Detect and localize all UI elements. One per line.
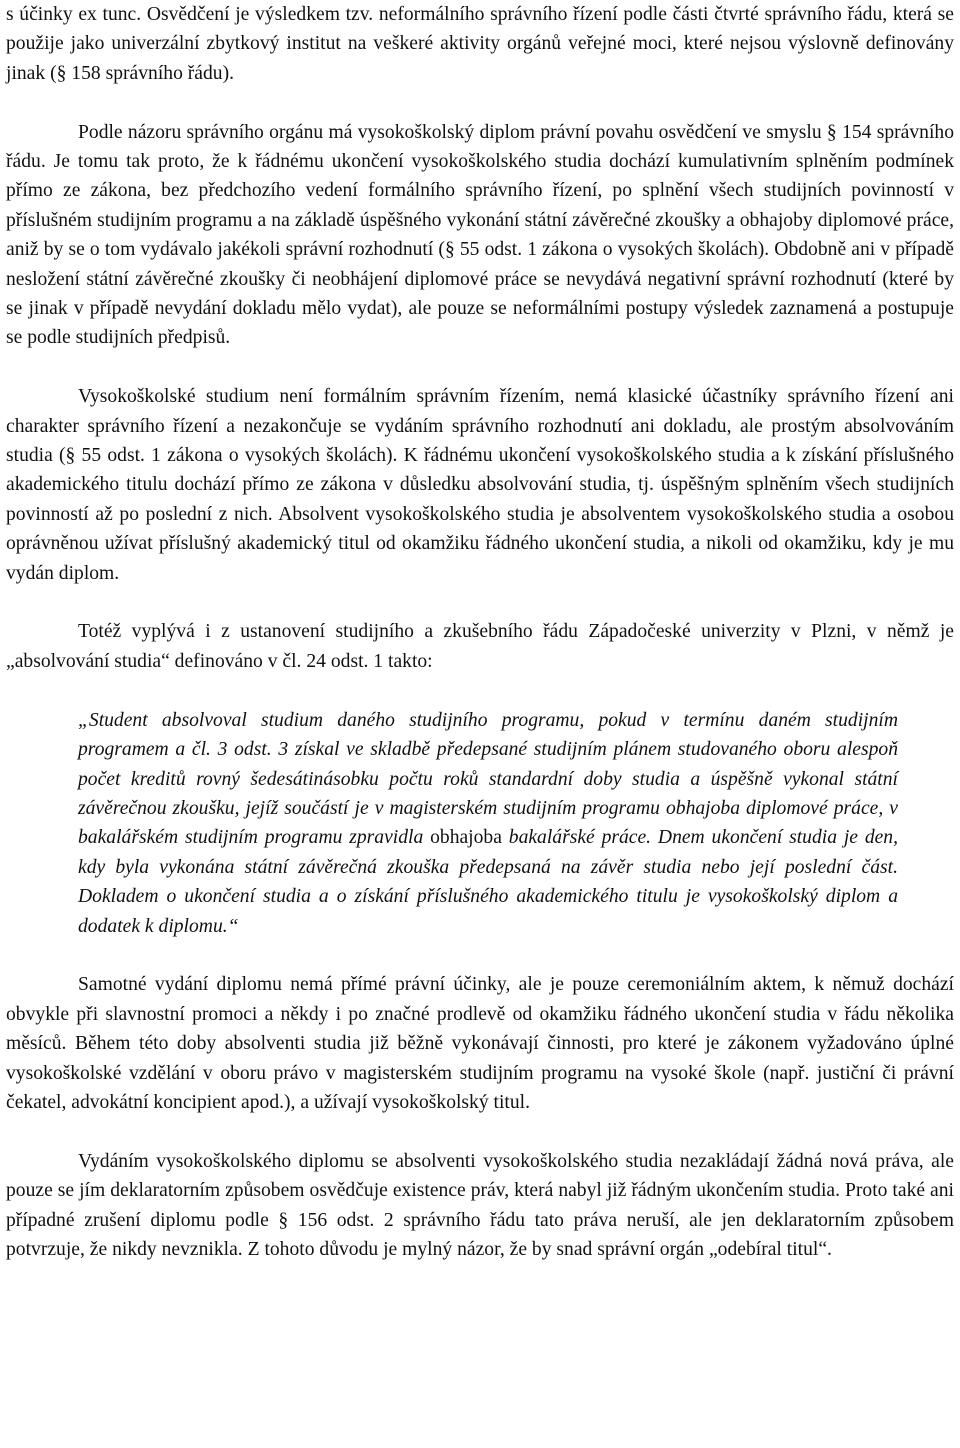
quote-text-part-1: „Student absolvoval studium daného studijního programu, pokud v termínu daném studijním programem a čl. 3 odst. 3 získal ve skladbě předepsané studijním plánem studovaného oboru alespoň počet kreditů rovný šedesátinásobku počtu roků standardní doby studia a úspěšně vykonal státní závěrečnou zkoušku, jejíž součástí je v magisterském studijním programu obhajoba diplomové práce, v bakalářském studijním programu zpravidla — [78, 709, 898, 849]
paragraph-4: Totéž vyplývá i z ustanovení studijního a zkušebního řádu Západočeské univerzity v Plzni, v němž je „absolvování studia“ definováno v čl. 24 odst. 1 takto: — [6, 621, 954, 672]
paragraph-1: s účinky ex tunc. Osvědčení je výsledkem tzv. neformálního správního řízení podle části čtvrté správního řádu, která se použije jako univerzální zbytkový institut na veškeré aktivity orgánů veřejné moci, které nejsou výslovně definovány jinak (§ 158 správního řádu). — [6, 4, 954, 84]
paragraph-5: Samotné vydání diplomu nemá přímé právní účinky, ale je pouze ceremoniálním aktem, k němuž dochází obvykle při slavnostní promoci a někdy i po značné prodlevě od okamžiku řádného ukončení studia v řádu několika měsíců. Během této doby absolventi studia již běžně vykonávají činnosti, pro které je zákonem vyžadováno úplné vysokoškolské vzdělání v oboru právo v magisterském studijním programu na vysoké škole (např. justiční či právní čekatel, advokátní koncipient apod.), a užívají vysokoškolský titul. — [6, 974, 954, 1113]
quote-text-upright: obhajoba — [430, 827, 502, 849]
block-quote — [78, 706, 898, 941]
quote-text-part-2: bakalářské práce. Dnem ukončení studia je den, kdy byla vykonána státní závěrečná zkouška předepsaná na závěr studia nebo její poslední část. Dokladem o ukončení studia a o získání příslušného akademického titulu je vysokoškolský diplom a dodatek k diplomu.“ — [78, 827, 899, 937]
paragraph-6: Vydáním vysokoškolského diplomu se absolventi vysokoškolského studia nezakládají žádná nová práva, ale pouze se jím deklaratorním způsobem osvědčuje existence práv, která nabyl již řádným ukončením studia. Proto také ani případné zrušení diplomu podle § 156 odst. 2 správního řádu tato práva neruší, ale jen deklaratorním způsobem potvrzuje, že nikdy nevznikla. Z tohoto důvodu je mylný názor, že by snad správní orgán „odebíral titul“. — [6, 1150, 954, 1260]
document-page — [6, 0, 954, 1264]
paragraph-2: Podle názoru správního orgánu má vysokoškolský diplom právní povahu osvědčení ve smyslu § 154 správního řádu. Je tomu tak proto, že k řádnému ukončení vysokoškolského studia dochází kumulativním splněním podmínek přímo ze zákona, bez předchozího vedení formálního správního řízení, po splnění všech studijních povinností v příslušném studijním programu a na základě úspěšného vykonání státní závěrečné zkoušky a obhajoby diplomové práce, aniž by se o tom vydávalo jakékoli správní rozhodnutí (§ 55 odst. 1 zákona o vysokých školách). Obdobně ani v případě nesložení státní závěrečné zkoušky či neobhájení diplomové práce se nevydává negativní správní rozhodnutí (které by se jinak v případě nevydání dokladu mělo vydat), ale pouze se neformálními postupy výsledek zaznamená a postupuje se podle studijních předpisů. — [6, 121, 954, 349]
paragraph-3: Vysokoškolské studium není formálním správním řízením, nemá klasické účastníky správního řízení ani charakter správního řízení a nezakončuje se vydáním správního rozhodnutí ani dokladu, ale prostým absolvováním studia (§ 55 odst. 1 zákona o vysokých školách). K řádnému ukončení vysokoškolského studia a k získání příslušného akademického titulu dochází přímo ze zákona v důsledku absolvování studia, tj. úspěšným splněním všech studijních povinností až po poslední z nich. Absolvent vysokoškolského studia je absolventem vysokoškolského studia a osobou oprávněnou užívat příslušný akademický titul od okamžiku řádného ukončení studia, a nikoli od okamžiku, kdy je mu vydán diplom. — [6, 386, 954, 584]
